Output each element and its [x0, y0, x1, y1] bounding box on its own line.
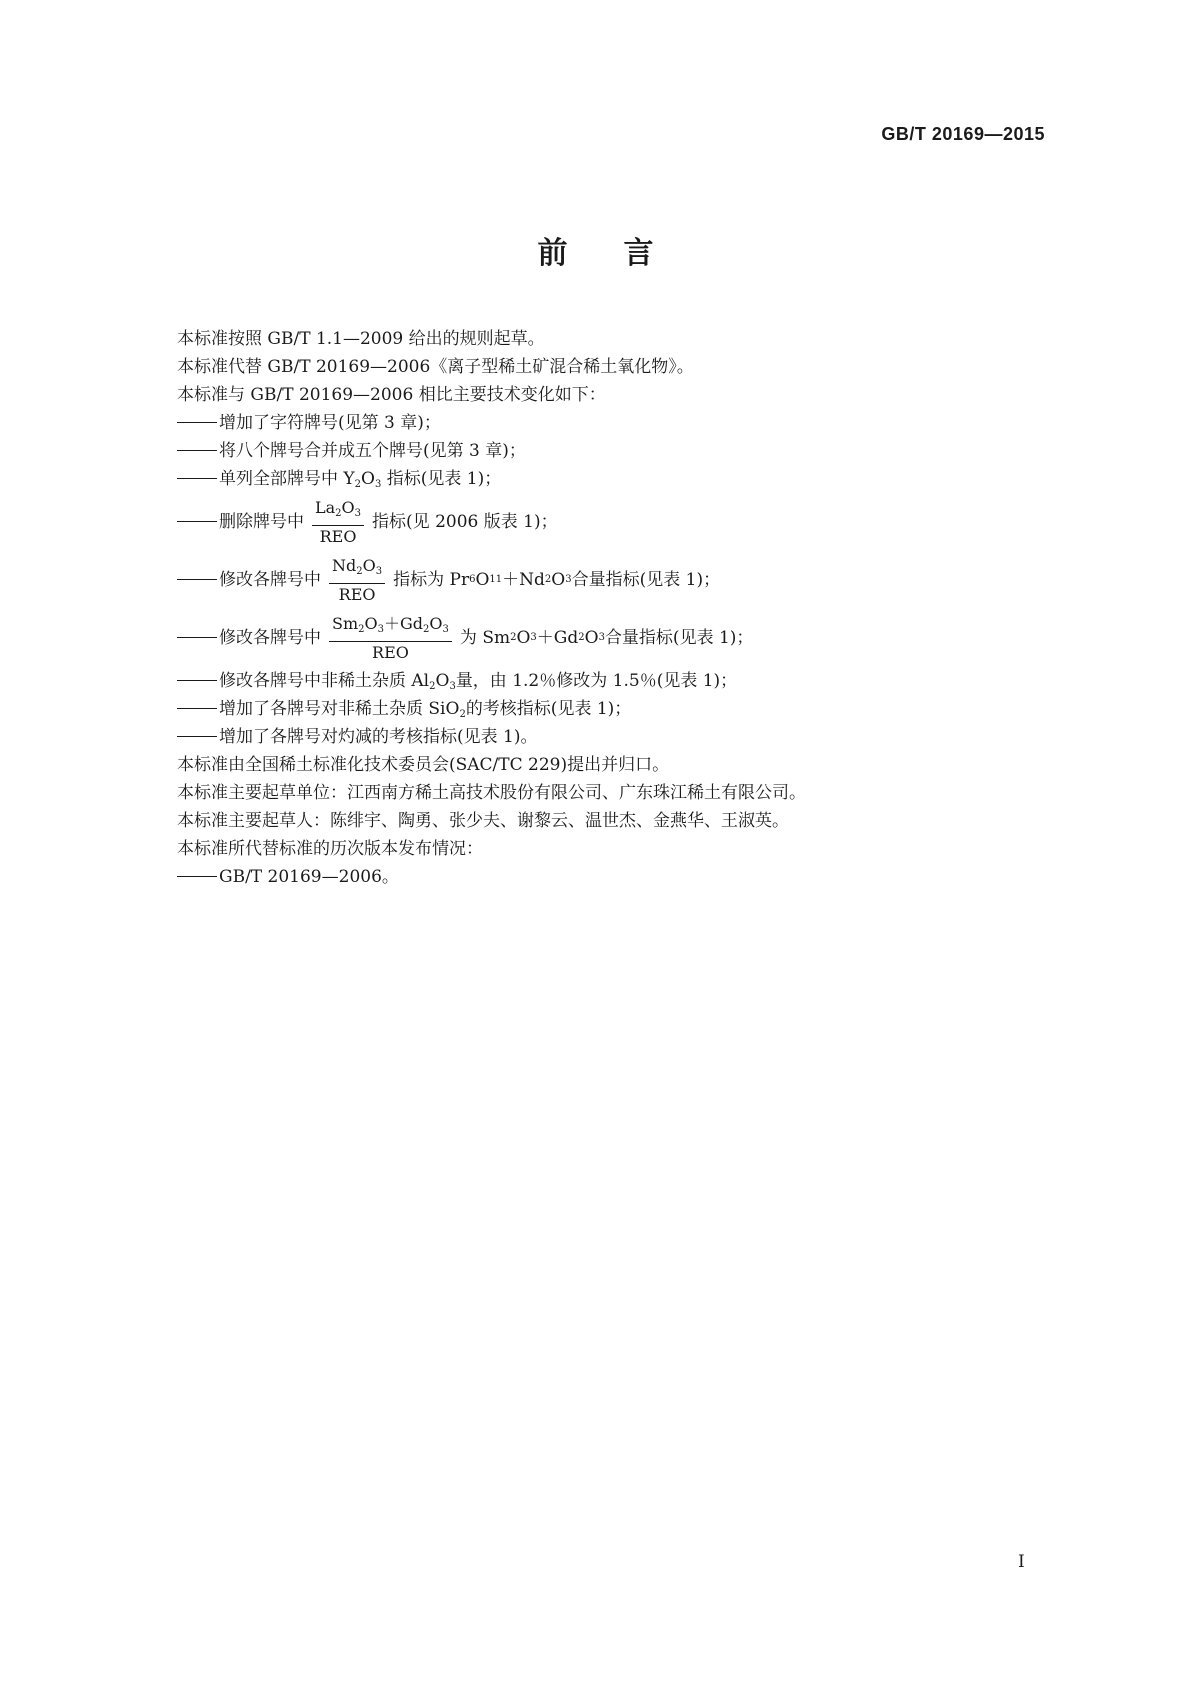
page-title: 前言 [537, 236, 710, 271]
list-item: 增加了各牌号对非稀土杂质 SiO$_2$的考核指标(见表 1)； [177, 695, 1057, 723]
fraction-nd2o3-reo: $\frac{Nd_2O_3}{\text{REO}}$ [329, 555, 385, 606]
paragraph-drafters: 本标准主要起草人：陈绯宇、陶勇、张少夫、谢黎云、温世杰、金燕华、王淑英。 [177, 811, 789, 831]
dash-mark [177, 708, 217, 709]
list-item: 增加了字符牌号(见第 3 章)； [177, 409, 1057, 437]
list-item: 修改各牌号中 $\frac{Nd_2O_3}{\text{REO}}$ 指标为 Pr 6 O 11 ＋Nd 2 O 3 合量指标(见表 1)； [177, 551, 1057, 609]
paragraph-replaces: 本标准代替 GB/T 20169—2006《离子型稀土矿混合稀土氧化物》。 [177, 357, 694, 377]
dash-mark [177, 736, 217, 737]
list-item: 单列全部牌号中 $Y_2O_3$ 指标(见表 1)； [177, 465, 1057, 493]
paragraph-drafting-units: 本标准主要起草单位：江西南方稀土高技术股份有限公司、广东珠江稀土有限公司。 [177, 783, 806, 803]
foreword-body [177, 325, 1057, 891]
page-number: I [1018, 1552, 1025, 1572]
dash-mark [177, 876, 217, 877]
paragraph-previous-editions: 本标准所代替标准的历次版本发布情况： [177, 839, 483, 859]
dash-mark [177, 637, 217, 638]
dash-mark [177, 450, 217, 451]
paragraph-changes-intro: 本标准与 GB/T 20169—2006 相比主要技术变化如下： [177, 385, 606, 405]
dash-mark [177, 521, 217, 522]
dash-mark [177, 579, 217, 580]
list-item: 修改各牌号中非稀土杂质 $Al_2O_3$量，由 1.2％修改为 1.5％(见表 1)； [177, 667, 1057, 695]
paragraph-drafting-rules: 本标准按照 GB/T 1.1—2009 给出的规则起草。 [177, 329, 545, 349]
standard-code: GB/T 20169—2015 [881, 124, 1045, 144]
list-item: 修改各牌号中 $\frac{Sm_2O_3+Gd_2O_3}{\text{REO}}$ 为 Sm 2 O 3 ＋Gd 2 O 3 合量指标(见表 1)； [177, 609, 1057, 667]
list-item: 删除牌号中 $\frac{La_2O_3}{\text{REO}}$ 指标(见 2006 版表 1)； [177, 493, 1057, 551]
dash-mark [177, 680, 217, 681]
dash-mark [177, 478, 217, 479]
paragraph-committee: 本标准由全国稀土标准化技术委员会(SAC/TC 229)提出并归口。 [177, 755, 670, 775]
fraction-la2o3-reo: $\frac{La_2O_3}{\text{REO}}$ [312, 497, 364, 548]
list-item: GB/T 20169—2006。 [177, 863, 1057, 891]
list-item: 将八个牌号合并成五个牌号(见第 3 章)； [177, 437, 1057, 465]
dash-mark [177, 422, 217, 423]
list-item: 增加了各牌号对灼减的考核指标(见表 1)。 [177, 723, 1057, 751]
fraction-sm2o3-gd2o3-reo: $\frac{Sm_2O_3+Gd_2O_3}{\text{REO}}$ [329, 613, 452, 664]
